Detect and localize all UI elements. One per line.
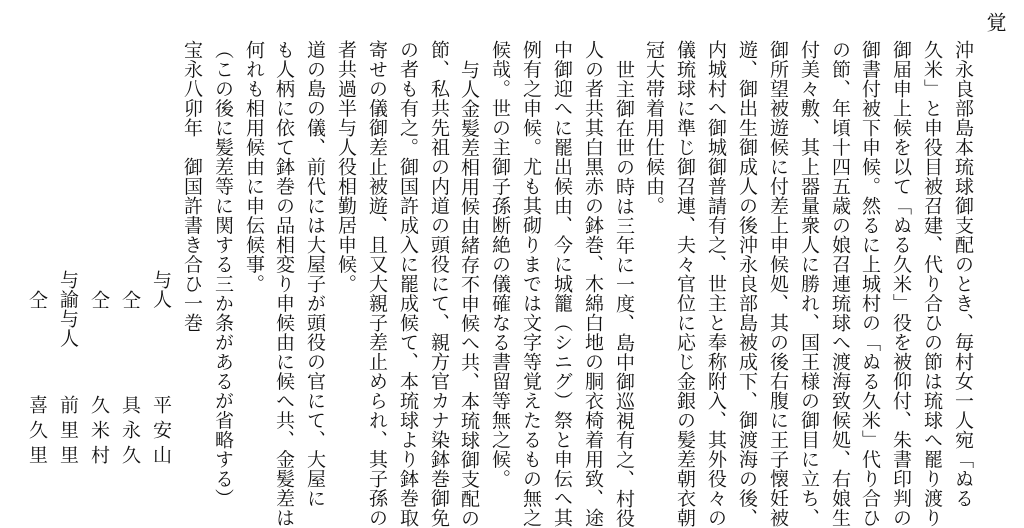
text-line: も人柄に依て鉢巻の品相変り申候由に候へ共、金髪差は	[273, 40, 295, 528]
text-line: 与人金髪差相用候由緒存不申候へ共、本琉球御支配の	[458, 60, 480, 528]
text-line: の者も有之。御国許成入に罷成候て、本琉球より鉢巻取	[397, 40, 419, 528]
text-line: 中御迎へに罷出候由、今に城籠（シニグ）祭と申伝へ其	[551, 40, 573, 528]
document-title: 覚	[983, 12, 1007, 33]
text-line: 何れも相用候由に申伝候事。	[243, 40, 265, 294]
signatory-role: 与人	[150, 270, 172, 309]
text-line: 御届申上候を以て「ぬる久米」役を被仰付、朱書印判の	[890, 40, 912, 528]
text-line: 付美々敷、其上器量衆人に勝れ、国王様の御目に立ち、	[798, 40, 820, 528]
date-line: 宝永八卯年 御国許書き合ひ一巻	[181, 40, 203, 333]
text-line: 御所望被遊候に付差上申候処、其の後右腹に王子懐妊被	[767, 40, 789, 528]
text-line: 人の者共其白黒赤の鉢巻、木綿白地の胴衣椅着用致、途	[582, 40, 604, 528]
signatory-role: 仝	[88, 290, 110, 310]
text-line: 候哉。世の主御子孫断絶の儀確なる書留等無之候。	[489, 40, 511, 489]
text-line: 世主御在世の時は三年に一度、島中御巡視有之、村役	[613, 60, 635, 528]
signatory-name: 久米村	[88, 395, 110, 470]
text-line: 道の島の儀、前代には大屋子が頭役の官にて、大屋に	[304, 40, 326, 508]
text-line: 儀琉球に準じ御召連、夫々官位に応じ金銀の髪差朝衣朝	[674, 40, 696, 528]
text-line: 寄せの儀御差止被遊、且又大親子差止められ、其子孫の	[366, 40, 388, 528]
text-line: 節、私共先祖の内道の頭役にて、親方官カナ染鉢巻御免	[428, 40, 450, 528]
signatory-role: 与諭与人	[57, 270, 79, 348]
text-line: 遊、御出生御成人の後沖永良部島被成下、御渡海の後、	[736, 40, 758, 528]
signatory-name: 前里里	[57, 395, 79, 470]
signatory-role: 仝	[119, 290, 141, 310]
signatory-role: 仝	[26, 290, 48, 310]
text-line: の節、年頃十四五歳の娘召連琉球へ渡海致候処、右娘生	[829, 40, 851, 528]
text-line: 内城村へ御城御普請有之、世主と奉称附入、其外役々の	[705, 40, 727, 528]
signatory-name: 平安山	[150, 395, 172, 470]
signatory-name: 具永久	[119, 395, 141, 470]
text-line: 御書付被下申候。然るに上城村の「ぬる久米」代り合ひ	[859, 40, 881, 528]
text-line: 久米」と申役目被召建、代り合ひの節は琉球へ罷り渡り	[921, 40, 943, 528]
text-line: 沖永良部島本琉球御支配のとき、毎村女一人宛「ぬる	[952, 40, 974, 508]
editorial-note: （この後に髪差等に関する三か条があるが省略する）	[212, 40, 234, 508]
text-line: 者共過半与人役相勤居申候。	[335, 40, 357, 294]
signatory-name: 喜久里	[26, 395, 48, 470]
text-line: 例有之申候。尤も其砌りまでは文字等覚えたるもの無之	[520, 40, 542, 528]
text-line: 冠大帯着用仕候由。	[643, 40, 665, 216]
